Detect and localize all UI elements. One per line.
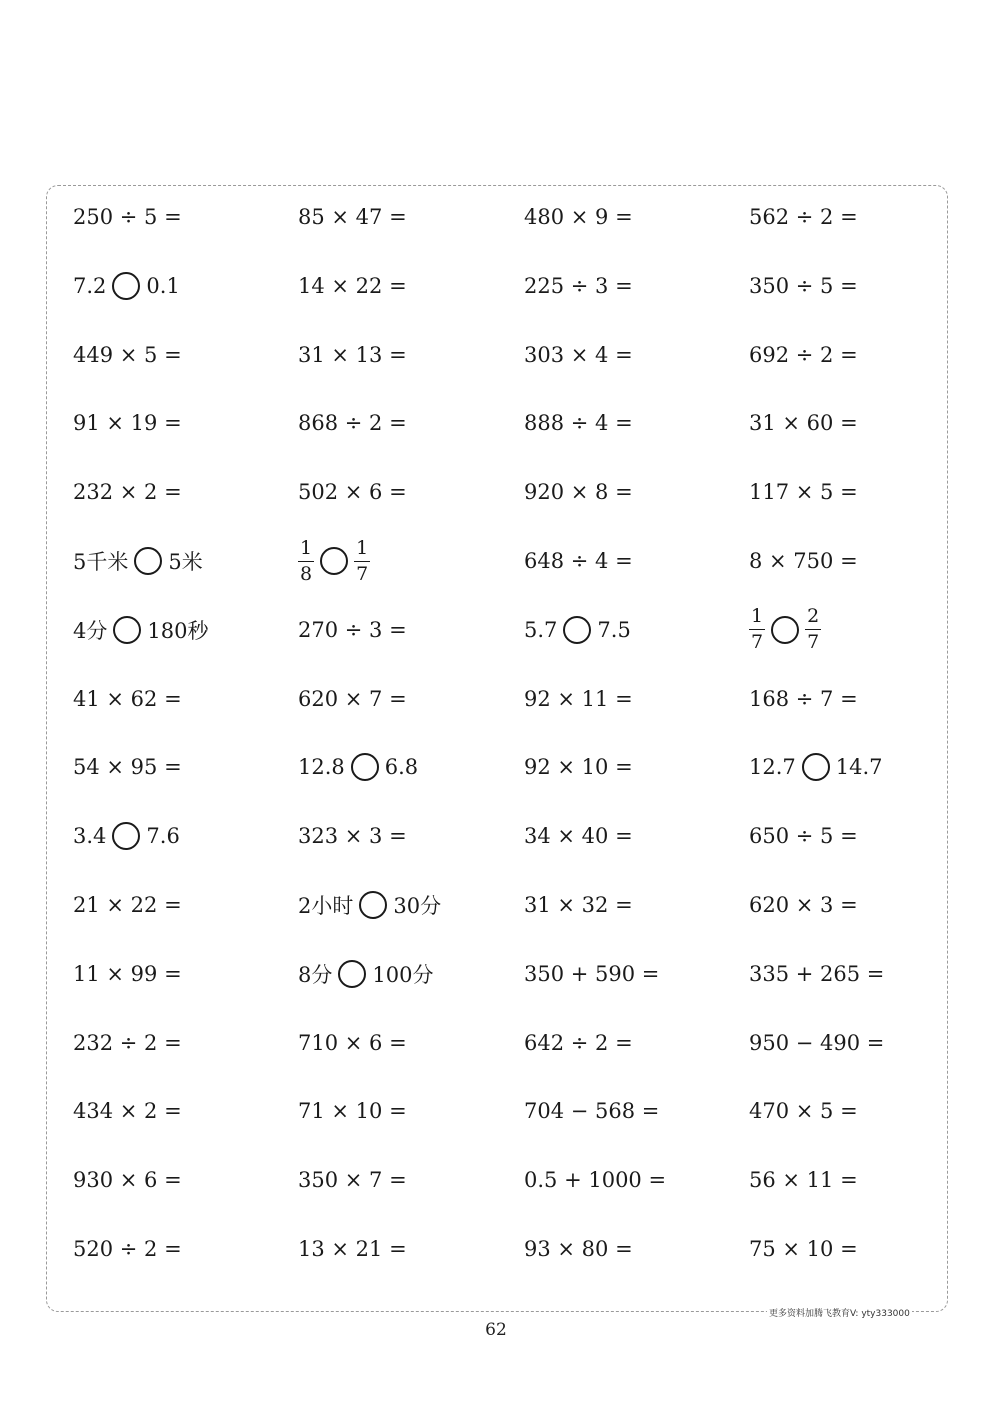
problem-row xyxy=(73,669,933,729)
comparison-left: 4分 xyxy=(73,618,108,643)
arithmetic-problem: 692 ÷ 2 = xyxy=(749,342,858,367)
arithmetic-problem: 31 × 60 = xyxy=(749,411,858,436)
left-fraction xyxy=(749,607,765,652)
arithmetic-problem: 868 ÷ 2 = xyxy=(298,411,407,436)
arithmetic-problem: 303 × 4 = xyxy=(524,342,633,367)
arithmetic-problem: 31 × 13 = xyxy=(298,342,407,367)
arithmetic-problem: 92 × 10 = xyxy=(524,755,633,780)
problem-row xyxy=(73,187,933,247)
arithmetic-problem: 31 × 32 = xyxy=(524,893,633,917)
arithmetic-problem: 620 × 7 = xyxy=(298,686,407,711)
arithmetic-problem: 650 ÷ 5 = xyxy=(749,824,858,849)
arithmetic-problem: 232 × 2 = xyxy=(73,480,182,505)
comparison-circle-blank[interactable] xyxy=(338,960,366,988)
problem-row xyxy=(73,393,933,453)
problem-row xyxy=(73,325,933,385)
arithmetic-problem: 620 × 3 = xyxy=(749,893,858,917)
comparison-circle-blank[interactable] xyxy=(113,616,141,644)
comparison-right: 14.7 xyxy=(835,755,883,780)
arithmetic-problem: 950 − 490 = xyxy=(749,1030,885,1055)
arithmetic-problem: 350 + 590 = xyxy=(524,961,660,986)
comparison-problem xyxy=(524,600,631,660)
comparison-circle-blank[interactable] xyxy=(802,753,830,781)
arithmetic-problem: 480 × 9 = xyxy=(524,205,633,229)
comparison-left: 2小时 xyxy=(298,894,354,918)
arithmetic-problem: 56 × 11 = xyxy=(749,1168,858,1193)
comparison-problem xyxy=(73,600,208,660)
fraction-numerator: 1 xyxy=(354,539,370,562)
arithmetic-problem: 704 − 568 = xyxy=(524,1099,660,1124)
comparison-problem xyxy=(298,531,370,591)
comparison-left: 5千米 xyxy=(73,550,129,574)
comparison-right: 6.8 xyxy=(384,755,419,780)
arithmetic-problem: 350 × 7 = xyxy=(298,1168,407,1193)
arithmetic-problem: 232 ÷ 2 = xyxy=(73,1030,182,1055)
problem-row xyxy=(73,256,933,316)
arithmetic-problem: 350 ÷ 5 = xyxy=(749,273,858,298)
comparison-problem xyxy=(749,600,821,660)
arithmetic-problem: 168 ÷ 7 = xyxy=(749,686,858,711)
fraction-numerator: 1 xyxy=(749,607,765,630)
problem-row xyxy=(73,1013,933,1073)
problem-row xyxy=(73,737,933,797)
comparison-problem xyxy=(298,944,433,1004)
arithmetic-problem: 520 ÷ 2 = xyxy=(73,1237,182,1261)
problem-row xyxy=(73,1081,933,1141)
arithmetic-problem: 470 × 5 = xyxy=(749,1099,858,1124)
comparison-circle-blank[interactable] xyxy=(320,547,348,575)
arithmetic-problem: 71 × 10 = xyxy=(298,1099,407,1124)
problem-row xyxy=(73,531,933,591)
problem-row xyxy=(73,944,933,1004)
arithmetic-problem: 85 × 47 = xyxy=(298,205,407,229)
fraction-denominator: 7 xyxy=(807,631,820,654)
right-fraction xyxy=(354,536,370,585)
comparison-circle-blank[interactable] xyxy=(771,616,799,644)
comparison-right: 180秒 xyxy=(147,618,209,643)
comparison-circle-blank[interactable] xyxy=(112,822,140,850)
arithmetic-problem: 930 × 6 = xyxy=(73,1168,182,1193)
arithmetic-problem: 449 × 5 = xyxy=(73,342,182,367)
comparison-problem xyxy=(298,875,441,935)
fraction-denominator: 8 xyxy=(300,562,313,585)
comparison-circle-blank[interactable] xyxy=(351,753,379,781)
problem-row xyxy=(73,462,933,522)
fraction-denominator: 7 xyxy=(356,562,369,585)
comparison-circle-blank[interactable] xyxy=(359,891,387,919)
comparison-left: 5.7 xyxy=(524,617,558,642)
arithmetic-problem: 14 × 22 = xyxy=(298,273,407,298)
arithmetic-problem: 93 × 80 = xyxy=(524,1237,633,1261)
page-number: 62 xyxy=(485,1320,507,1340)
arithmetic-problem: 642 ÷ 2 = xyxy=(524,1030,633,1055)
arithmetic-problem: 270 ÷ 3 = xyxy=(298,617,407,642)
comparison-left: 7.2 xyxy=(73,273,107,298)
arithmetic-problem: 0.5 + 1000 = xyxy=(524,1168,667,1193)
arithmetic-problem: 91 × 19 = xyxy=(73,411,182,436)
comparison-left: 8分 xyxy=(298,962,333,987)
comparison-right: 5米 xyxy=(168,550,203,574)
comparison-right: 7.6 xyxy=(146,824,180,849)
problem-row xyxy=(73,1219,933,1279)
fraction-numerator: 1 xyxy=(298,539,314,562)
fraction-denominator: 7 xyxy=(751,631,764,654)
arithmetic-problem: 54 × 95 = xyxy=(73,755,182,780)
comparison-left: 12.8 xyxy=(298,755,345,780)
left-fraction xyxy=(298,536,314,585)
problem-row xyxy=(73,600,933,660)
arithmetic-problem: 434 × 2 = xyxy=(73,1099,182,1124)
arithmetic-problem: 225 ÷ 3 = xyxy=(524,273,633,298)
comparison-left: 12.7 xyxy=(749,755,796,780)
arithmetic-problem: 502 × 6 = xyxy=(298,480,407,505)
arithmetic-problem: 41 × 62 = xyxy=(73,686,182,711)
problem-row xyxy=(73,875,933,935)
worksheet-frame xyxy=(46,185,948,1312)
arithmetic-problem: 34 × 40 = xyxy=(524,824,633,849)
arithmetic-problem: 11 × 99 = xyxy=(73,961,182,986)
comparison-right: 100分 xyxy=(372,962,434,987)
arithmetic-problem: 92 × 11 = xyxy=(524,686,633,711)
arithmetic-problem: 888 ÷ 4 = xyxy=(524,411,633,436)
arithmetic-problem: 13 × 21 = xyxy=(298,1237,407,1261)
problem-grid xyxy=(73,186,947,1311)
comparison-right: 0.1 xyxy=(146,273,180,298)
comparison-right: 7.5 xyxy=(597,617,631,642)
problem-row xyxy=(73,1150,933,1210)
comparison-problem xyxy=(749,737,883,797)
arithmetic-problem: 920 × 8 = xyxy=(524,480,633,505)
comparison-left: 3.4 xyxy=(73,824,107,849)
arithmetic-problem: 562 ÷ 2 = xyxy=(749,205,858,229)
arithmetic-problem: 335 + 265 = xyxy=(749,961,885,986)
comparison-problem xyxy=(73,531,203,591)
comparison-circle-blank[interactable] xyxy=(563,616,591,644)
comparison-circle-blank[interactable] xyxy=(134,547,162,575)
comparison-problem xyxy=(73,806,180,866)
comparison-problem xyxy=(73,256,180,316)
arithmetic-problem: 21 × 22 = xyxy=(73,893,182,917)
arithmetic-problem: 323 × 3 = xyxy=(298,824,407,849)
comparison-right: 30分 xyxy=(393,894,442,918)
arithmetic-problem: 250 ÷ 5 = xyxy=(73,205,182,229)
arithmetic-problem: 117 × 5 = xyxy=(749,480,858,505)
arithmetic-problem: 710 × 6 = xyxy=(298,1030,407,1055)
right-fraction xyxy=(805,607,821,652)
comparison-problem xyxy=(298,737,418,797)
problem-row xyxy=(73,806,933,866)
fraction-numerator: 2 xyxy=(805,607,821,630)
arithmetic-problem: 648 ÷ 4 = xyxy=(524,549,633,573)
footer-note: 更多资料加腾飞教育V: yty333000 xyxy=(767,1306,912,1319)
arithmetic-problem: 8 × 750 = xyxy=(749,549,858,573)
arithmetic-problem: 75 × 10 = xyxy=(749,1237,858,1261)
comparison-circle-blank[interactable] xyxy=(112,272,140,300)
